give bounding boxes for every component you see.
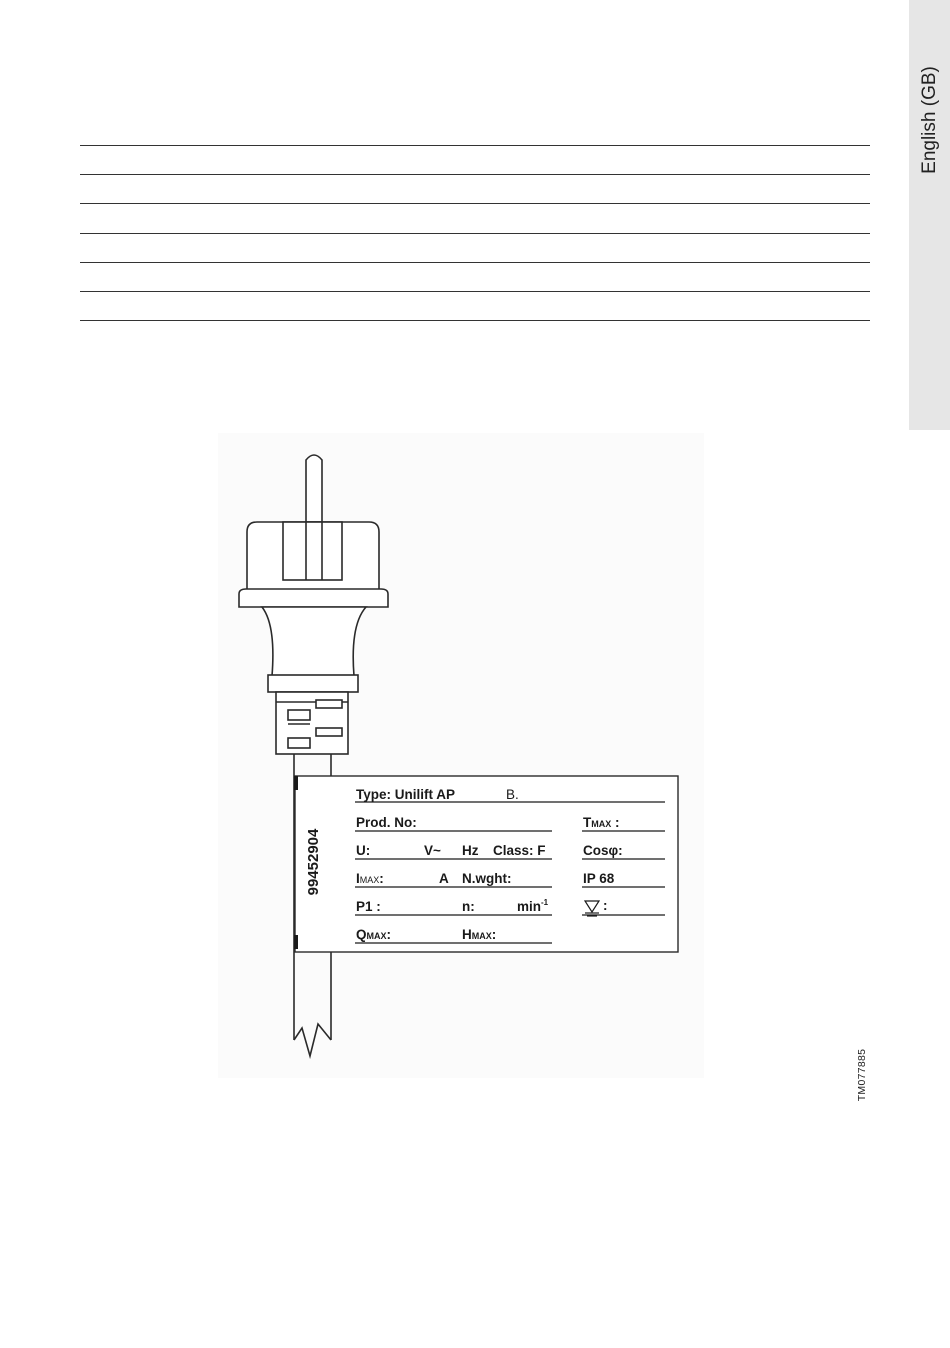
label-volt-ac: V~ — [424, 843, 441, 858]
label-type-suffix: B. — [506, 787, 519, 802]
plug-waist-icon — [262, 607, 366, 676]
label-type: Type: Unilift AP — [356, 787, 455, 802]
label-ip-rating: IP 68 — [583, 871, 615, 886]
label-depth-colon: : — [603, 898, 608, 913]
label-qmax: QMAX: — [356, 927, 392, 942]
plug-head-recess — [283, 522, 342, 580]
figure-code: TM077885 — [856, 1048, 868, 1102]
label-class: Class: F — [493, 843, 546, 858]
label-speed: n: — [462, 899, 475, 914]
label-p1: P1 : — [356, 899, 381, 914]
nameplate — [294, 776, 678, 952]
plug-pin-icon — [306, 455, 322, 522]
label-prod-no: Prod. No: — [356, 815, 417, 830]
label-net-weight: N.wght: — [462, 871, 512, 886]
plug-collar-icon — [268, 675, 358, 692]
serial-number: 99452904 — [304, 828, 322, 896]
label-tmax: TMAX : — [583, 815, 620, 830]
label-min: $\min^{-1}$ — [517, 898, 549, 914]
label-hz: Hz — [462, 843, 479, 858]
plug-flange-icon — [239, 589, 388, 607]
label-cosphi: Cosφ: — [583, 843, 623, 858]
label-voltage: U: — [356, 843, 371, 858]
language-tab-text: English (GB) — [918, 66, 940, 174]
label-ampere: A — [439, 871, 449, 886]
label-imax: IMAX: — [356, 871, 384, 886]
label-hmax: HMAX: — [462, 927, 497, 942]
